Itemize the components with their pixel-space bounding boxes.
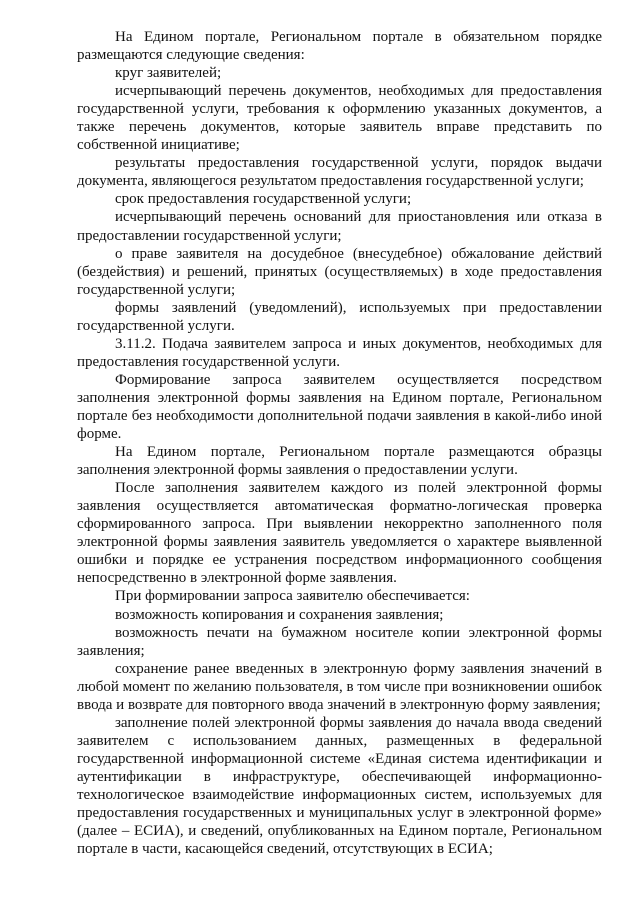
paragraph-portal-info-intro: На Едином портале, Региональном портале в обязательном порядке размещаются следующие сведения: xyxy=(77,29,602,64)
paragraph-save-values: сохранение ранее введенных в электронную форму заявления значений в любой момент по желанию пользователя, в том числе при возникновении ошибок ввода и возврате для повторного ввода значений в электронную форму заявления; xyxy=(77,660,602,713)
document-page xyxy=(77,28,602,858)
paragraph-print: возможность печати на бумажном носителе копии электронной формы заявления; xyxy=(77,624,602,659)
paragraph-refusal-grounds: исчерпывающий перечень оснований для приостановления или отказа в предоставлении государственной услуги; xyxy=(77,209,602,244)
paragraph-appeal-right: о праве заявителя на досудебное (внесудебное) обжалование действий (бездействия) и решений, принятых (осуществляемых) в ходе предоставления государственной услуги; xyxy=(77,245,602,298)
paragraph-service-term: срок предоставления государственной услуги; xyxy=(115,191,412,208)
paragraph-copy-save: возможность копирования и сохранения заявления; xyxy=(115,606,444,623)
paragraph-documents-list: исчерпывающий перечень документов, необходимых для предоставления государственной услуги, требования к оформлению указанных документов, а также перечень документов, которые заявитель вправе представить по собственной инициативе; xyxy=(77,83,602,154)
paragraph-esia-prefill: заполнение полей электронной формы заявления до начала ввода сведений заявителем с использованием данных, размещенных в федеральной государственной информационной системе «Единая система идентификации и аутентификации в инфраструктуре, обеспечивающей информационно-технологическое взаимодействие информационных систем, используемых для предоставления государственных и муниципальных услуг в электронной форме» (далее – ЕСИА), и сведений, опубликованных на Едином портале, Региональном портале в части, касающейся сведений, отсутствующих в ЕСИА; xyxy=(77,714,602,858)
paragraph-format-check: После заполнения заявителем каждого из полей электронной формы заявления осуществляется автоматическая форматно-логическая проверка сформированного запроса. При выявлении некорректно заполненного поля электронной формы заявления заявитель уведомляется о характере выявленной ошибки и порядке ее устранения посредством информационного сообщения непосредственно в электронной форме заявления. xyxy=(77,480,602,587)
paragraph-request-formation: Формирование запроса заявителем осуществляется посредством заполнения электронной формы заявления на Едином портале, Региональном портале без необходимости дополнительной подачи заявления в какой-либо иной форме. xyxy=(77,371,602,443)
paragraph-service-results: результаты предоставления государственной услуги, порядок выдачи документа, являющегося результатом предоставления государственной услуги; xyxy=(77,155,602,190)
paragraph-form-samples: На Едином портале, Региональном портале размещаются образцы заполнения электронной формы заявления о предоставлении услуги. xyxy=(77,444,602,479)
paragraph-application-forms: формы заявлений (уведомлений), используемых при предоставлении государственной услуги. xyxy=(77,299,602,334)
paragraph-applicants: круг заявителей; xyxy=(115,65,222,82)
paragraph-section-3-11-2: 3.11.2. Подача заявителем запроса и иных документов, необходимых для предоставления государственной услуги. xyxy=(77,335,602,370)
paragraph-provided-features-intro: При формировании запроса заявителю обеспечивается: xyxy=(115,588,470,605)
